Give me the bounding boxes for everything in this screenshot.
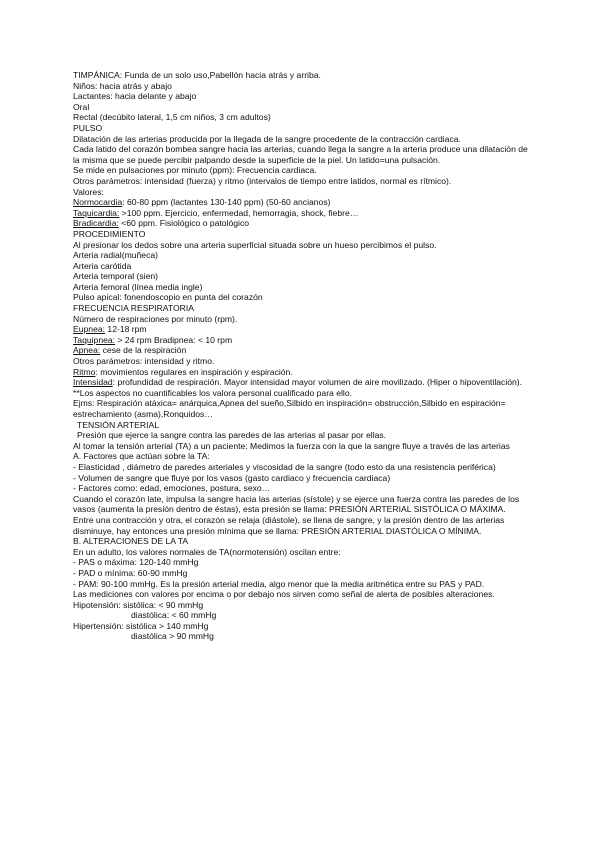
text-line: [73, 197, 533, 208]
term-definition: cese de la respiración: [100, 345, 187, 356]
underlined-term: Eupnea:: [73, 324, 106, 335]
underlined-term: Bradicardia:: [73, 218, 119, 229]
text-line: Arteria femoral (línea media ingle): [73, 281, 203, 292]
subsection-heading-factores: A. Factores que actúan sobre la TA:: [73, 451, 210, 462]
text-line: Oral: [73, 101, 90, 112]
text-line: diastólica: < 60 mmHg: [131, 610, 217, 621]
text-paragraph: Entre una contracción y otra, el corazón se relaja (diástole), se llena de sangre, y la presión dentro de las arterias disminuye, hay entonces una presión mínima que se llama: PRESIÓN ARTERIAL DIASTÓLICA O MÍNIMA.: [73, 514, 505, 536]
text-paragraph: Ejms: Respiración atáxica= anárquica,Apnea del sueño,Silbido en inspiración= obstrucción,Silbido en espiración= estrechamiento (asma),Ronquidos…: [73, 398, 506, 419]
term-definition: : 60-80 ppm (lactantes 130-140 ppm) (50-60 ancianos): [122, 197, 331, 208]
text-line: Rectal (decúbito lateral, 1,5 cm niños, 3 cm adultos): [73, 112, 271, 123]
text-line: Se mide en pulsaciones por minuto (ppm): Frecuencia cardiaca.: [73, 165, 317, 176]
underlined-term: Taquicardia:: [73, 207, 120, 218]
text-line: [73, 208, 533, 219]
text-line: Número de respiraciones por minuto (rpm).: [73, 313, 238, 324]
text-line: Otros parámetros: intensidad y ritmo.: [73, 356, 215, 367]
term-definition: 12-18 rpm: [105, 324, 147, 335]
text-line: Hipotensión: sistólica: < 90 mmHg: [73, 599, 204, 610]
text-paragraph: [73, 377, 533, 388]
section-heading-tension-arterial: TENSIÓN ARTERIAL: [77, 419, 159, 430]
list-item: - Elasticidad , diámetro de paredes arteriales y viscosidad de la sangre (todo esto da una resistencia periférica): [73, 461, 496, 472]
text-line: Pulso apical: fonendoscopio en punta del corazón: [73, 292, 263, 303]
text-line: Las mediciones con valores por encima o por debajo nos sirven como señal de alerta de posibles alteraciones.: [73, 589, 495, 600]
text-line: Otros parámetros: intensidad (fuerza) y ritmo (intervalos de tiempo entre latidos, normal es rítmico).: [73, 175, 452, 186]
text-line: Arteria radial(muñeca): [73, 250, 159, 261]
text-line: Lactantes: hacia delante y abajo: [73, 91, 197, 102]
term-definition: > 24 rpm Bradipnea: < 10 rpm: [115, 334, 233, 345]
text-line: Valores:: [73, 186, 104, 197]
section-heading-pulso: PULSO: [73, 122, 103, 133]
list-item: - Volumen de sangre que fluye por los vasos (gasto cardiaco y frecuencia cardiaca): [73, 472, 391, 483]
text-line: Arteria temporal (sien): [73, 271, 159, 282]
text-line: [73, 324, 533, 335]
text-line: diastólica > 90 mmHg: [131, 631, 214, 642]
text-line: [73, 218, 533, 229]
underlined-term: Normocardia: [73, 197, 123, 208]
text-line: Hipertensión: sistólica > 140 mmHg: [73, 620, 209, 631]
underlined-term: Taquipnea:: [73, 334, 116, 345]
subsection-heading-alteraciones: B. ALTERACIONES DE LA TA: [73, 536, 189, 547]
text-line: [73, 367, 533, 378]
list-item: - PAS o máxima: 120-140 mmHg: [73, 557, 199, 568]
list-item: - Factores como: edad, emociones, postura, sexo…: [73, 483, 271, 494]
text-line: Presión que ejerce la sangre contra las paredes de las arterias al pasar por ellas.: [77, 430, 387, 441]
text-line: Dilatación de las arterias producida por la llegada de la sangre procedente de la contracción cardiaca.: [73, 133, 461, 144]
text-line: [73, 335, 533, 346]
underlined-term: Apnea:: [73, 345, 101, 356]
term-definition: : movimientos regulares en inspiración y espiración.: [95, 366, 293, 377]
text-line: Arteria carótida: [73, 260, 132, 271]
text-paragraph: Cuando el corazón late, impulsa la sangre hacia las arterias (sístole) y se ejerce una fuerza contra las paredes de los vasos (aumenta la presión dentro de éstas), esta presión se llama: PRESIÓN ARTERIAL SISTÓLICA O MÁXIMA.: [73, 493, 520, 515]
term-definition: <60 ppm. Fisiológico o patológico: [118, 218, 250, 229]
list-item: - PAM: 90-100 mmHg. Es la presión arterial media, algo menor que la media aritmética entre su PAS y PAD.: [73, 578, 485, 589]
text-paragraph: Al tomar la tensión arterial (TA) a un paciente: Medimos la fuerza con la que la sangre fluye a través de las arterias: [73, 440, 510, 451]
text-line: [73, 345, 533, 356]
document-body: [73, 70, 533, 642]
term-definition: : profundidad de respiración. Mayor intensidad mayor volumen de aire movilizado. (Hiper o hipoventilación).: [112, 377, 523, 388]
list-item: - PAD o mínima: 60-90 mmHg: [73, 567, 188, 578]
text-line: En un adulto, los valores normales de TA(normotensión) oscilan entre:: [73, 546, 341, 557]
text-line: TIMPÁNICA: Funda de un solo uso,Pabellón hacia atrás y arriba.: [73, 70, 321, 80]
text-line: Niños: hacia atrás y abajo: [73, 80, 172, 91]
underlined-term: Ritmo: [73, 366, 96, 377]
term-definition: >100 ppm. Ejercicio, enfermedad, hemorragia, shock, fiebre…: [119, 207, 359, 218]
text-line: Al presionar los dedos sobre una arteria superficial situada sobre un hueso percibimos el pulso.: [73, 239, 437, 250]
section-heading-procedimiento: PROCEDIMIENTO: [73, 228, 146, 239]
text-paragraph: Cada latido del corazón bombea sangre hacia las arterias, cuando llega la sangre a la arteria produce una dilatación de la misma que se puede percibir palpando desde la superficie de la piel. Un latido=una pulsación.: [73, 144, 528, 165]
section-heading-frecuencia-respiratoria: FRECUENCIA RESPIRATORIA: [73, 303, 194, 314]
text-line: **Los aspectos no cuantificables los valora personal cualificado para ello.: [73, 387, 352, 398]
underlined-term: Intensidad: [73, 377, 113, 388]
